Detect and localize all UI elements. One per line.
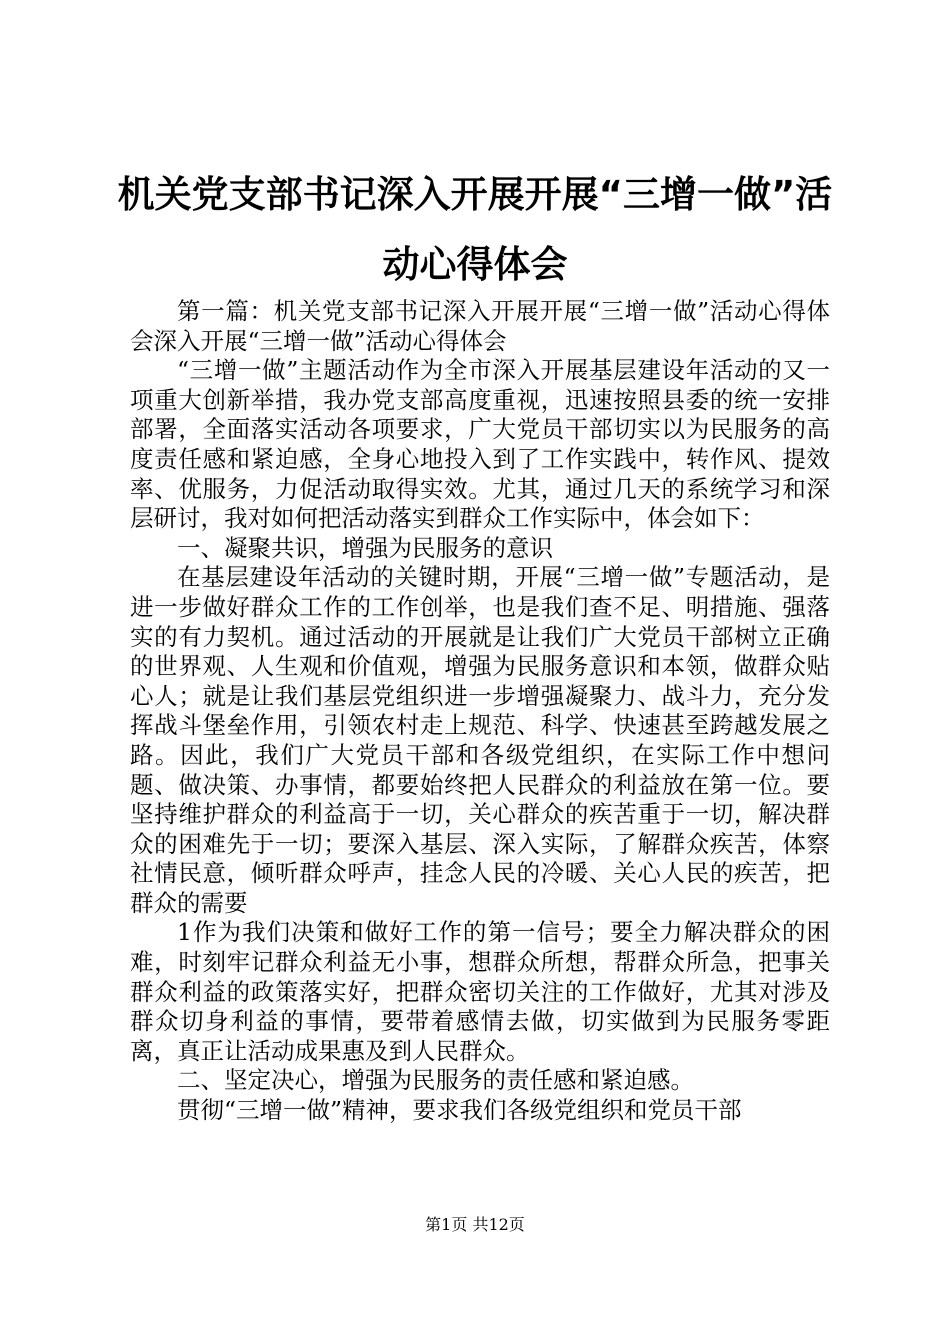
section-heading-1: 一、凝聚共识，增强为民服务的意识 <box>177 533 553 562</box>
paragraph-section-2: 贯彻“三增一做”精神，要求我们各级党组织和党员干部 <box>177 1096 742 1125</box>
paragraph-section-1-cont: 1作为我们决策和做好工作的第一信号；要全力解决群众的困难，时刻牢记群众利益无小事，想群众所想，帮群众所急，把事关群众利益的政策落实好，把群众密切关注的工作做好，尤其对涉及群众切身利益的事情，要带着感情去做，切实做到为民服务零距离，真正让活动成果惠及到人民群众。 <box>130 918 830 1065</box>
page-footer <box>0 1215 950 1235</box>
paragraph-intro: 第一篇：机关党支部书记深入开展开展“三增一做”活动心得体会深入开展“三增一做”活动心得体会 <box>130 297 830 355</box>
document-body <box>130 297 830 1126</box>
section-heading-2: 二、坚定决心，增强为民服务的责任感和紧迫感。 <box>177 1066 694 1095</box>
page-indicator: 第1页 共12页 <box>425 1215 525 1234</box>
document-title <box>110 160 840 300</box>
title-line-2: 动心得体会 <box>382 243 568 286</box>
paragraph-section-1: 在基层建设年活动的关键时期，开展“三增一做”专题活动，是进一步做好群众工作的工作创举，也是我们查不足、明措施、强落实的有力契机。通过活动的开展就是让我们广大党员干部树立正确的世界观、人生观和价值观，增强为民服务意识和本领，做群众贴心人；就是让我们基层党组织进一步增强凝聚力、战斗力，充分发挥战斗堡垒作用，引领农村走上规范、科学、快速甚至跨越发展之路。因此，我们广大党员干部和各级党组织，在实际工作中想问题、做决策、办事情，都要始终把人民群众的利益放在第一位。要坚持维护群众的利益高于一切，关心群众的疾苦重于一切，解决群众的困难先于一切；要深入基层、深入实际，了解群众疾苦，体察社情民意，倾听群众呼声，挂念人民的冷暖、关心人民的疾苦，把群众的需要 <box>130 563 830 917</box>
paragraph-overview: “三增一做”主题活动作为全市深入开展基层建设年活动的又一项重大创新举措，我办党支部高度重视，迅速按照县委的统一安排部署，全面落实活动各项要求，广大党员干部切实以为民服务的高度责任感和紧迫感，全身心地投入到了工作实践中，转作风、提效率、优服务，力促活动取得实效。尤其，通过几天的系统学习和深层研讨，我对如何把活动落实到群众工作实际中，体会如下： <box>130 356 830 533</box>
title-line-1: 机关党支部书记深入开展开展“三增一做”活 <box>117 173 833 216</box>
